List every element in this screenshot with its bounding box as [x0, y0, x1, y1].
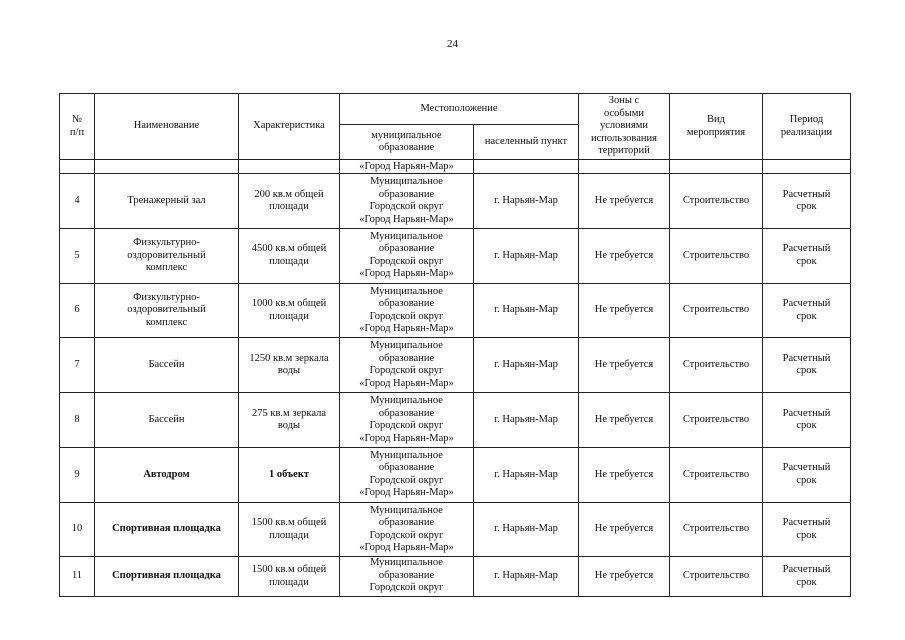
cell-municipality	[340, 338, 474, 393]
cell-line: 1000 кв.м общей	[251, 298, 327, 310]
cell-line: Муниципальное	[370, 285, 443, 297]
cell-line: Бассейн	[148, 413, 185, 425]
cell-line: комплекс	[145, 262, 188, 274]
cell-settlement: г. Нарьян-Мар	[474, 447, 579, 502]
cell-kind	[670, 160, 763, 174]
cell-line: Городской округ	[369, 255, 444, 267]
cell-zones	[579, 160, 670, 174]
table-row	[60, 338, 851, 393]
cell-line: Муниципальное	[370, 504, 443, 516]
cell-kind: Строительство	[670, 174, 763, 229]
cell-name	[95, 502, 239, 557]
cell-line: «Город Нарьян-Мар»	[359, 323, 454, 335]
cell-municipality: «Город Нарьян-Мар»	[340, 160, 474, 174]
cell-num: 9	[60, 447, 95, 502]
cell-line: 1250 кв.м зеркала	[249, 352, 329, 364]
cell-characteristic	[239, 174, 340, 229]
header-num: № п/п	[60, 94, 95, 160]
cell-characteristic	[239, 283, 340, 338]
cell-settlement: г. Нарьян-Мар	[474, 174, 579, 229]
cell-line: срок	[796, 474, 817, 486]
cell-num: 7	[60, 338, 95, 393]
cell-num: 11	[60, 557, 95, 597]
cell-name	[95, 160, 239, 174]
cell-line: образование	[378, 407, 435, 419]
cell-line: площади	[269, 529, 309, 541]
cell-period	[763, 557, 851, 597]
cell-line: 1500 кв.м общей	[251, 517, 327, 529]
cell-zones: Не требуется	[579, 447, 670, 502]
cell-zones: Не требуется	[579, 393, 670, 448]
cell-period	[763, 338, 851, 393]
cell-num: 4	[60, 174, 95, 229]
cell-line: площади	[269, 255, 309, 267]
cell-line: Бассейн	[148, 359, 185, 371]
cell-settlement: г. Нарьян-Мар	[474, 502, 579, 557]
cell-line: 200 кв.м общей	[254, 188, 324, 200]
document-table	[59, 93, 851, 597]
cell-municipality	[340, 393, 474, 448]
cell-settlement: г. Нарьян-Мар	[474, 228, 579, 283]
cell-period	[763, 160, 851, 174]
cell-characteristic	[239, 338, 340, 393]
cell-line: оздоровительный	[127, 304, 206, 316]
cell-municipality	[340, 174, 474, 229]
cell-characteristic	[239, 557, 340, 597]
cell-period	[763, 502, 851, 557]
cell-zones: Не требуется	[579, 338, 670, 393]
cell-line: воды	[277, 420, 301, 432]
cell-line: комплекс	[145, 316, 188, 328]
cell-line: срок	[796, 529, 817, 541]
cell-settlement: г. Нарьян-Мар	[474, 338, 579, 393]
cell-line: 275 кв.м зеркала	[252, 407, 326, 419]
cell-name	[95, 174, 239, 229]
table-row	[60, 228, 851, 283]
header-period: Период реализации	[763, 94, 851, 160]
cell-num: 10	[60, 502, 95, 557]
cell-kind: Строительство	[670, 557, 763, 597]
cell-line: Тренажерный зал	[127, 194, 206, 206]
cell-num: 6	[60, 283, 95, 338]
cell-name	[95, 283, 239, 338]
cell-kind: Строительство	[670, 228, 763, 283]
cell-line: Расчетный	[782, 517, 831, 529]
header-name: Наименование	[95, 94, 239, 160]
cell-period	[763, 283, 851, 338]
cell-line: Спортивная площадка	[112, 523, 221, 535]
cell-line: Расчетный	[782, 243, 831, 255]
cell-line: воды	[277, 365, 301, 377]
cell-line: срок	[796, 201, 817, 213]
cell-line: Расчетный	[782, 462, 831, 474]
cell-line: площади	[269, 310, 309, 322]
cell-settlement	[474, 160, 579, 174]
table-row	[60, 174, 851, 229]
cell-line: «Город Нарьян-Мар»	[359, 487, 454, 499]
cell-name	[95, 338, 239, 393]
cell-line: «Город Нарьян-Мар»	[359, 542, 454, 554]
cell-zones: Не требуется	[579, 283, 670, 338]
cell-line: Городской округ	[369, 365, 444, 377]
cell-line: Физкультурно-	[133, 291, 200, 303]
cell-line: Городской округ	[369, 420, 444, 432]
cell-settlement: г. Нарьян-Мар	[474, 283, 579, 338]
cell-name	[95, 393, 239, 448]
table-row	[60, 283, 851, 338]
cell-period	[763, 393, 851, 448]
cell-period	[763, 447, 851, 502]
cell-line: Спортивная площадка	[112, 570, 221, 582]
header-row-top	[60, 94, 851, 125]
table-row-continuation	[60, 160, 851, 174]
cell-line: 1500 кв.м общей	[251, 564, 327, 576]
cell-line: Автодром	[143, 468, 190, 480]
cell-name	[95, 557, 239, 597]
table-row	[60, 557, 851, 597]
cell-line: Муниципальное	[370, 340, 443, 352]
cell-line: Городской округ	[369, 582, 444, 594]
cell-line: Муниципальное	[370, 395, 443, 407]
cell-line: Расчетный	[782, 407, 831, 419]
cell-line: Физкультурно-	[133, 237, 200, 249]
cell-municipality	[340, 502, 474, 557]
cell-line: Городской округ	[369, 529, 444, 541]
cell-line: Городской округ	[369, 201, 444, 213]
cell-municipality	[340, 557, 474, 597]
cell-line: срок	[796, 420, 817, 432]
cell-line: Муниципальное	[370, 176, 443, 188]
cell-line: образование	[378, 352, 435, 364]
cell-line: «Город Нарьян-Мар»	[359, 377, 454, 389]
cell-line: Расчетный	[782, 352, 831, 364]
cell-line: «Город Нарьян-Мар»	[359, 268, 454, 280]
cell-line: Расчетный	[782, 298, 831, 310]
cell-num	[60, 160, 95, 174]
cell-characteristic	[239, 160, 340, 174]
cell-settlement: г. Нарьян-Мар	[474, 393, 579, 448]
cell-line: срок	[796, 365, 817, 377]
cell-line: Расчетный	[782, 564, 831, 576]
cell-characteristic	[239, 502, 340, 557]
header-zones: Зоны с особыми условиями использования территорий	[579, 94, 670, 160]
cell-num: 5	[60, 228, 95, 283]
cell-kind: Строительство	[670, 338, 763, 393]
header-location: Местоположение	[340, 94, 579, 125]
cell-characteristic	[239, 393, 340, 448]
cell-zones: Не требуется	[579, 174, 670, 229]
cell-line: Городской округ	[369, 310, 444, 322]
cell-line: площади	[269, 576, 309, 588]
cell-settlement: г. Нарьян-Мар	[474, 557, 579, 597]
page-number: 24	[447, 38, 458, 50]
cell-line: Муниципальное	[370, 230, 443, 242]
cell-characteristic	[239, 228, 340, 283]
header-kind: Вид мероприятия	[670, 94, 763, 160]
cell-line: образование	[378, 462, 435, 474]
cell-line: оздоровительный	[127, 249, 206, 261]
table-row	[60, 447, 851, 502]
cell-line: «Город Нарьян-Мар»	[359, 432, 454, 444]
cell-line: образование	[378, 569, 435, 581]
cell-line: 4500 кв.м общей	[251, 243, 327, 255]
cell-characteristic	[239, 447, 340, 502]
cell-line: образование	[378, 243, 435, 255]
cell-municipality	[340, 283, 474, 338]
cell-line: образование	[378, 188, 435, 200]
cell-line: Муниципальное	[370, 449, 443, 461]
header-municipality: муниципальное образование	[340, 125, 474, 160]
cell-line: Городской округ	[369, 474, 444, 486]
cell-line: срок	[796, 576, 817, 588]
cell-line: Расчетный	[782, 188, 831, 200]
cell-municipality	[340, 228, 474, 283]
cell-line: образование	[378, 517, 435, 529]
cell-line: площади	[269, 201, 309, 213]
cell-kind: Строительство	[670, 502, 763, 557]
cell-line: срок	[796, 310, 817, 322]
cell-num: 8	[60, 393, 95, 448]
cell-zones: Не требуется	[579, 228, 670, 283]
cell-line: Муниципальное	[370, 557, 443, 569]
table-row	[60, 393, 851, 448]
cell-zones: Не требуется	[579, 502, 670, 557]
cell-kind: Строительство	[670, 393, 763, 448]
header-settlement: населенный пункт	[474, 125, 579, 160]
table-row	[60, 502, 851, 557]
cell-zones: Не требуется	[579, 557, 670, 597]
cell-line: «Город Нарьян-Мар»	[359, 213, 454, 225]
cell-line: 1 объект	[268, 468, 310, 480]
cell-name	[95, 447, 239, 502]
cell-name	[95, 228, 239, 283]
cell-period	[763, 174, 851, 229]
cell-kind: Строительство	[670, 447, 763, 502]
cell-line: образование	[378, 298, 435, 310]
cell-line: срок	[796, 255, 817, 267]
header-characteristic: Характеристика	[239, 94, 340, 160]
cell-period	[763, 228, 851, 283]
cell-kind: Строительство	[670, 283, 763, 338]
cell-municipality	[340, 447, 474, 502]
